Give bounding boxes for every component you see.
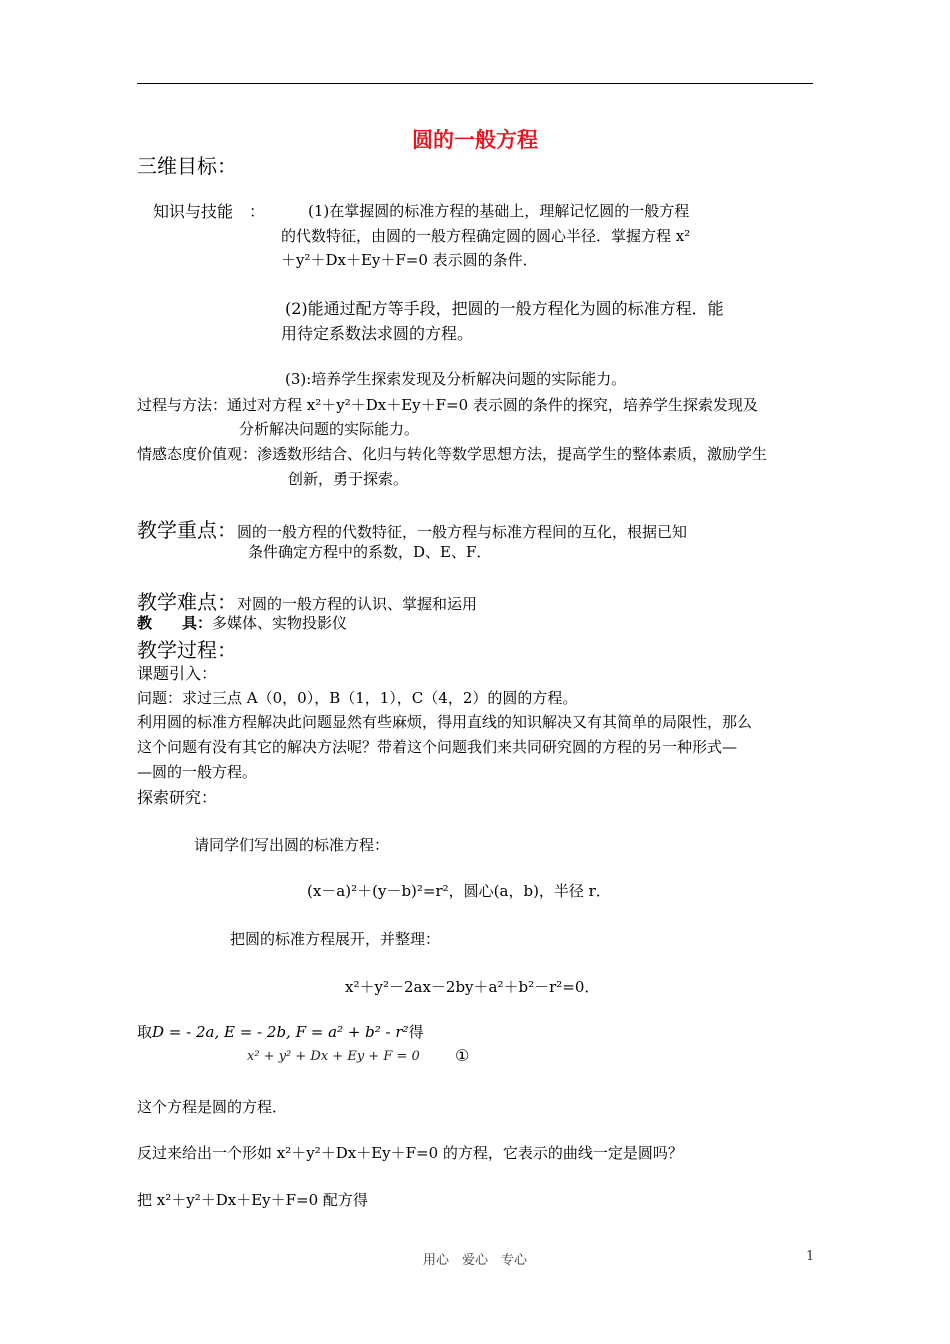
knowledge-p1-line1: (1)在掌握圆的标准方程的基础上，理解记忆圆的一般方程	[308, 202, 690, 220]
expand-instruction: 把圆的标准方程展开，并整理：	[230, 930, 441, 948]
equation-marker: ①	[455, 1046, 470, 1065]
question: 问题：求过三点 A（0，0），B（1，1），C（4，2）的圆的方程。	[137, 689, 578, 707]
intro-line1: 利用圆的标准方程解决此问题显然有些麻烦，得用直线的知识解决又有其简单的局限性，那么	[137, 713, 753, 731]
knowledge-p2-line1: (2)能通过配方等手段，把圆的一般方程化为圆的标准方程．能	[285, 299, 724, 318]
standard-equation: (x－a)²＋(y－b)²=r²，圆心(a，b)，半径 r．	[307, 882, 611, 900]
process-line2: 分析解决问题的实际能力。	[239, 420, 420, 438]
intro-line3: —圆的一般方程。	[137, 763, 258, 781]
expanded-equation: x²＋y²－2ax－2by＋a²＋b²－r²=0．	[345, 978, 600, 996]
header-rule	[137, 83, 813, 84]
page-number: 1	[806, 1249, 815, 1264]
knowledge-p1-line2: 的代数特征，由圆的一般方程确定圆的圆心半径．掌握方程 x²	[281, 227, 691, 245]
general-equation: x² + y² + Dx + Ey + F = 0	[247, 1049, 420, 1064]
key-points	[137, 514, 687, 543]
footer-text: 用心 爱心 专心	[422, 1253, 527, 1268]
tools-label: 教 具：	[137, 614, 213, 632]
knowledge-p2-line2: 用待定系数法求圆的方程。	[281, 324, 474, 343]
intro-line2: 这个问题有没有其它的解决方法呢？带着这个问题我们来共同研究圆的方程的另一种形式—	[137, 738, 738, 756]
difficulty-label: 教学难点：	[137, 590, 237, 614]
intro-heading: 课题引入：	[137, 664, 218, 683]
complete-square: 把 x²＋y²＋Dx＋Ey＋F=0 配方得	[137, 1191, 368, 1209]
take-line	[137, 1021, 424, 1042]
page-title: 圆的一般方程	[412, 127, 538, 152]
process-heading: 教学过程：	[137, 638, 237, 662]
take-suffix: 得	[408, 1023, 424, 1041]
key-line2: 条件确定方程中的系数，D、E、F．	[248, 543, 492, 561]
key-label: 教学重点：	[137, 518, 237, 542]
key-line1: 圆的一般方程的代数特征，一般方程与标准方程间的互化，根据已知	[237, 523, 688, 541]
difficulty-text: 对圆的一般方程的认识、掌握和运用	[237, 595, 478, 613]
knowledge-label: 知识与技能 ：	[153, 202, 266, 221]
knowledge-p3: (3):培养学生探索发现及分析解决问题的实际能力。	[285, 370, 627, 388]
emotion-line2: 创新，勇于探索。	[288, 470, 409, 488]
take-prefix: 取	[137, 1023, 153, 1041]
tools-text: 多媒体、实物投影仪	[212, 614, 348, 632]
tools	[137, 612, 347, 633]
explore-heading: 探索研究：	[137, 788, 218, 807]
explore-line1: 请同学们写出圆的标准方程：	[194, 836, 390, 854]
converse-question: 反过来给出一个形如 x²＋y²＋Dx＋Ey＋F=0 的方程，它表示的曲线一定是圆吗？	[137, 1144, 683, 1162]
goals-heading: 三维目标：	[137, 154, 237, 178]
take-math: D = - 2a, E = - 2b, F = a² + b² - r²	[152, 1023, 409, 1041]
this-is-circle: 这个方程是圆的方程．	[137, 1098, 288, 1116]
knowledge-p1-line3: ＋y²＋Dx＋Ey＋F=0 表示圆的条件．	[281, 251, 538, 269]
emotion-line1: 情感态度价值观：渗透数形结合、化归与转化等数学思想方法，提高学生的整体素质，激励学生	[137, 445, 768, 463]
difficulty	[137, 586, 477, 615]
process-line1: 过程与方法：通过对方程 x²＋y²＋Dx＋Ey＋F=0 表示圆的条件的探究，培养学生探索发现及	[137, 396, 758, 414]
